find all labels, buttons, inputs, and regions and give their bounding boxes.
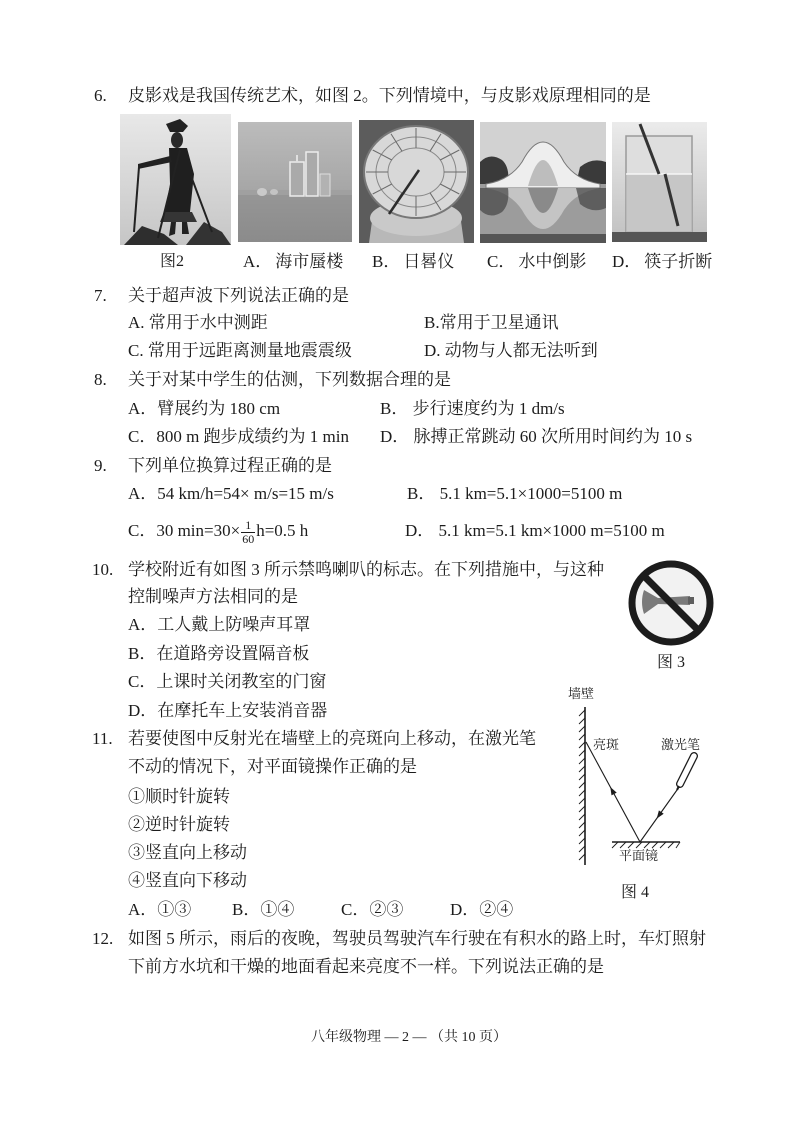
- shadow-puppet-photo: [120, 114, 231, 245]
- fraction-numerator: 1: [241, 519, 255, 533]
- q11-option-a: A．①③: [128, 900, 192, 919]
- option-label: B．: [372, 252, 401, 271]
- q6-option-a: [243, 252, 343, 272]
- figure-2-caption: 图2: [160, 253, 185, 270]
- no-honking-sign-icon: [626, 558, 716, 648]
- q8-option-a: A．臂展约为 180 cm: [128, 399, 281, 418]
- laser-label: 激光笔: [661, 737, 701, 752]
- q9-option-d: D． 5.1 km=5.1 km×1000 m=5100 m: [405, 521, 665, 540]
- q9-option-c: [128, 515, 308, 547]
- q11-stem-line-1: 若要使图中反射光在墙壁上的亮斑向上移动，在激光笔: [128, 729, 536, 748]
- q6-option-c: [487, 252, 586, 272]
- q8-option-b: B． 步行速度约为 1 dm/s: [380, 399, 565, 418]
- q11-statement-4: ④竖直向下移动: [128, 871, 247, 890]
- q12-number: 12.: [92, 929, 114, 948]
- option-text: 筷子折断: [644, 252, 713, 271]
- fraction-denominator: 60: [242, 531, 255, 546]
- option-label: D．: [612, 252, 642, 271]
- q8-stem: 关于对某中学生的估测，下列数据合理的是: [128, 370, 451, 389]
- figure-3-caption: 图 3: [657, 654, 686, 671]
- q9-number: 9.: [94, 456, 107, 475]
- q6-stem: 皮影戏是我国传统艺术，如图 2。下列情境中，与皮影戏原理相同的是: [128, 86, 651, 105]
- q12-stem-line-2: 下前方水坑和干燥的地面看起来亮度不一样。下列说法正确的是: [128, 957, 604, 976]
- q12-stem-line-1: 如图 5 所示，雨后的夜晚，驾驶员驾驶汽车行驶在有积水的路上时，车灯照射: [128, 929, 706, 948]
- q10-number: 10.: [92, 560, 114, 579]
- sundial-photo: [359, 120, 474, 243]
- q11-statement-2: ②逆时针旋转: [128, 815, 230, 834]
- q10-stem-line-1: 学校附近有如图 3 所示禁鸣喇叭的标志。在下列措施中，与这种: [128, 560, 604, 579]
- option-text: 海市蜃楼: [275, 252, 344, 271]
- option-label: C．: [487, 252, 516, 271]
- q10-option-d: D．在摩托车上安装消音器: [128, 701, 328, 720]
- q7-option-c: C. 常用于远距离测量地震震级: [128, 341, 352, 360]
- mirror-label: 平面镜: [619, 848, 659, 863]
- q11-option-c: C．②③: [341, 900, 404, 919]
- q6-option-b: [372, 252, 454, 272]
- q11-statement-3: ③竖直向上移动: [128, 843, 247, 862]
- option-text: 水中倒影: [518, 252, 587, 271]
- q6-number: 6.: [94, 86, 107, 105]
- option-text: 日晷仪: [403, 252, 455, 271]
- option-c-suffix: h=0.5 h: [256, 521, 309, 540]
- laser-pen-icon: [677, 756, 694, 790]
- mirage-photo: [238, 122, 352, 242]
- q11-number: 11.: [92, 729, 113, 748]
- q11-statement-1: ①顺时针旋转: [128, 787, 230, 806]
- q7-option-b: B.常用于卫星通讯: [424, 313, 559, 332]
- spot-label: 亮斑: [593, 737, 620, 752]
- q7-option-a: A. 常用于水中测距: [128, 313, 268, 332]
- fraction: [241, 519, 255, 546]
- q7-number: 7.: [94, 286, 107, 305]
- page-footer: 八年级物理 — 2 — （共 10 页）: [311, 1030, 507, 1045]
- q10-option-c: C．上课时关闭教室的门窗: [128, 672, 327, 691]
- q8-number: 8.: [94, 370, 107, 389]
- q11-stem-line-2: 不动的情况下，对平面镜操作正确的是: [128, 757, 417, 776]
- q10-stem-line-2: 控制噪声方法相同的是: [128, 587, 298, 606]
- q7-option-d: D. 动物与人都无法听到: [424, 341, 598, 360]
- figure-4-caption: 图 4: [621, 884, 650, 901]
- q6-option-d: [612, 252, 712, 272]
- q9-option-b: B． 5.1 km=5.1×1000=5100 m: [407, 484, 623, 503]
- q9-option-a: A．54 km/h=54× m/s=15 m/s: [128, 484, 334, 503]
- option-label: A．: [243, 252, 273, 271]
- reflection-diagram: [556, 700, 706, 870]
- q9-stem: 下列单位换算过程正确的是: [128, 456, 332, 475]
- q11-option-b: B．①④: [232, 900, 295, 919]
- option-c-prefix: C．30 min=30×: [128, 521, 241, 540]
- q10-option-a: A．工人戴上防噪声耳罩: [128, 615, 311, 634]
- wall-label: 墙壁: [568, 686, 595, 701]
- q8-option-d: D． 脉搏正常跳动 60 次所用时间约为 10 s: [380, 427, 693, 446]
- bent-chopstick-photo: [612, 122, 707, 242]
- q8-option-c: C．800 m 跑步成绩约为 1 min: [128, 427, 350, 446]
- reflected-ray-arrow: [610, 787, 616, 795]
- q7-stem: 关于超声波下列说法正确的是: [128, 286, 349, 305]
- incident-ray-arrow: [657, 810, 664, 818]
- wall-hatching: [579, 710, 585, 860]
- q10-option-b: B．在道路旁设置隔音板: [128, 644, 310, 663]
- bridge-reflection-photo: [480, 122, 606, 243]
- q11-option-d: D．②④: [450, 900, 514, 919]
